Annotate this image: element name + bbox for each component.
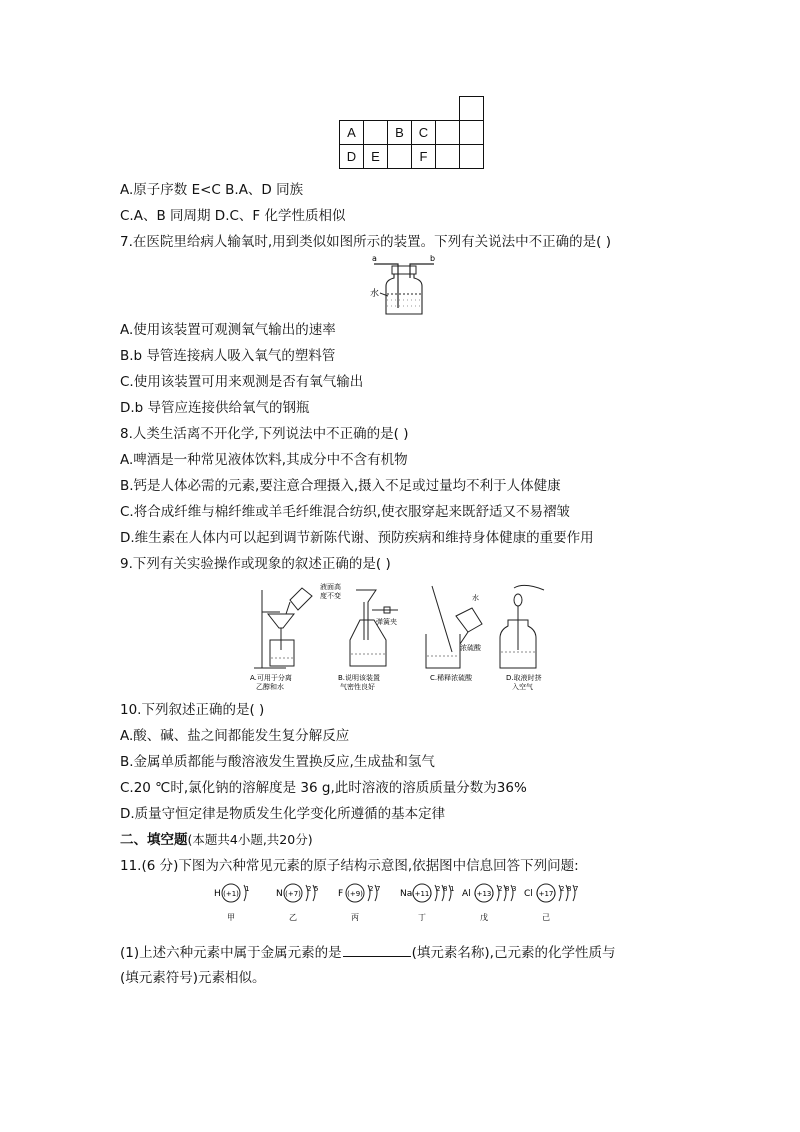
pt-cell [460,97,484,121]
caption-d-2: 入空气 [512,683,533,691]
q7-option-b: B.b 导管连接病人吸入氧气的塑料管 [120,348,336,364]
pt-empty [340,97,364,121]
section-2-heading [120,830,313,850]
pt-cell [436,121,460,145]
pt-cell [460,145,484,169]
figure-d-dropper [500,585,544,691]
label-b-top1: 液面高 [320,583,341,591]
label-c-water: 水 [472,594,479,602]
q9-experiments-figure [246,580,558,692]
q8-option-c: C.将合成纤维与棉纤维或羊毛纤维混合纺织,使衣服穿起来既舒适又不易褶皱 [120,504,571,520]
caption-b-2: 气密性良好 [340,683,375,691]
section-2-subtitle: (本题共4小题,共20分) [187,832,313,847]
pt-cell: C [412,121,436,145]
label-c-acid: 浓硫酸 [460,644,481,652]
atom-symbol: Na [400,889,413,899]
atom-symbol: F [338,889,344,899]
pt-cell [460,121,484,145]
pt-empty [436,97,460,121]
q11-part1-line2 [120,968,266,988]
q11-atom-diagrams [214,880,594,926]
q10-option-b: B.金属单质都能与酸溶液发生置换反应,生成盐和氢气 [120,754,435,770]
caption-b-1: B.说明该装置 [338,674,381,682]
q7-wash-bottle-figure [368,252,440,318]
q9-stem: 9.下列有关实验操作或现象的叙述正确的是( ) [120,556,391,572]
nucleus-charge: (+17) [535,890,557,898]
electron-count: 7 [574,885,579,893]
pt-cell: A [340,121,364,145]
q7-option-c: C.使用该装置可用来观测是否有氧气输出 [120,374,364,390]
pt-empty [412,97,436,121]
electron-count: 8 [567,885,572,893]
q7-option-a: A.使用该装置可观测氧气输出的速率 [120,322,336,338]
pt-empty [364,97,388,121]
nucleus-charge: (+13) [473,890,495,898]
atom-name: 乙 [289,913,297,922]
caption-d-1: D.取液时挤 [506,674,542,682]
label-b-top2: 度不变 [320,592,341,600]
q6-options-cd: C.A、B 同周期 D.C、F 化学性质相似 [120,208,346,224]
q11-part1-line1 [120,942,615,963]
nucleus-charge: (+9) [347,890,363,898]
electron-count: 2 [436,885,441,893]
section-2-title: 二、填空题 [120,832,188,848]
nucleus-charge: (+7) [285,890,301,898]
figure-c-dilution [426,586,482,682]
pt-cell: E [364,145,388,169]
electron-count: 8 [443,885,448,893]
atom-symbol: Cl [524,889,533,899]
q11-part1-a: (1)上述六种元素中属于金属元素的是 [120,945,342,961]
periodic-table-fragment [339,96,484,169]
atom-H [214,884,249,922]
pt-cell: F [412,145,436,169]
electron-count: 3 [512,885,517,893]
atom-Al [462,884,516,922]
q10-option-c: C.20 ℃时,氯化钠的溶解度是 36 g,此时溶液的溶质质量分数为36% [120,780,527,796]
label-b-clip: 弹簧夹 [376,618,397,626]
pt-cell [364,121,388,145]
q10-option-a: A.酸、碱、盐之间都能发生复分解反应 [120,728,350,744]
caption-a-1: A.可用于分离 [250,674,292,682]
fig-label-water: 水 [370,289,380,299]
fig-label-b: b [430,254,436,263]
figure-b-airtightness [320,582,398,691]
electron-count: 2 [498,885,503,893]
atom-F [338,884,380,922]
electron-count: 8 [505,885,510,893]
electron-count: 2 [307,885,312,893]
pt-cell [436,145,460,169]
pt-empty [388,97,412,121]
atom-symbol: Al [462,889,471,899]
atom-name: 戊 [480,913,488,922]
figure-a-filtration [250,588,312,691]
atom-symbol: N [276,889,283,899]
pt-cell: B [388,121,412,145]
electron-count: 7 [376,885,381,893]
atom-name: 甲 [227,913,235,922]
atom-name: 己 [542,913,550,922]
q7-stem: 7.在医院里给病人输氧时,用到类似如图所示的装置。下列有关说法中不正确的是( ) [120,234,611,250]
q8-option-b: B.钙是人体必需的元素,要注意合理摄入,摄入不足或过量均不利于人体健康 [120,478,561,494]
nucleus-charge: (+1) [223,890,239,898]
answer-blank [343,942,411,957]
electron-count: 2 [560,885,565,893]
atom-symbol: H [214,889,221,899]
q11-part1-b: (填元素名称),己元素的化学性质与 [411,945,616,961]
caption-c: C.稀释浓硫酸 [430,674,473,682]
q7-option-d: D.b 导管应连接供给氧气的钢瓶 [120,400,310,416]
q8-stem: 8.人类生活离不开化学,下列说法中不正确的是( ) [120,426,409,442]
atom-name: 丁 [418,913,426,922]
pt-cell: D [340,145,364,169]
atom-Cl [524,884,578,922]
fig-label-a: a [372,254,377,263]
q10-option-d: D.质量守恒定律是物质发生化学变化所遵循的基本定律 [120,806,446,822]
electron-count: 5 [314,885,319,893]
pt-cell [388,145,412,169]
electron-count: 1 [245,885,250,893]
q10-stem: 10.下列叙述正确的是( ) [120,702,265,718]
caption-a-2: 乙醇和水 [256,683,284,691]
nucleus-charge: (+11) [411,890,433,898]
electron-count: 2 [369,885,374,893]
atom-name: 丙 [351,913,359,922]
electron-count: 1 [450,885,455,893]
q11-part1-c: (填元素符号)元素相似。 [120,970,266,986]
q8-option-a: A.啤酒是一种常见液体饮料,其成分中不含有机物 [120,452,408,468]
atom-N [276,884,318,922]
q6-options-ab: A.原子序数 E<C B.A、D 同族 [120,182,304,198]
q11-stem: 11.(6 分)下图为六种常见元素的原子结构示意图,依据图中信息回答下列问题: [120,858,579,874]
q8-option-d: D.维生素在人体内可以起到调节新陈代谢、预防疾病和维持身体健康的重要作用 [120,530,594,546]
atom-Na [400,884,454,922]
